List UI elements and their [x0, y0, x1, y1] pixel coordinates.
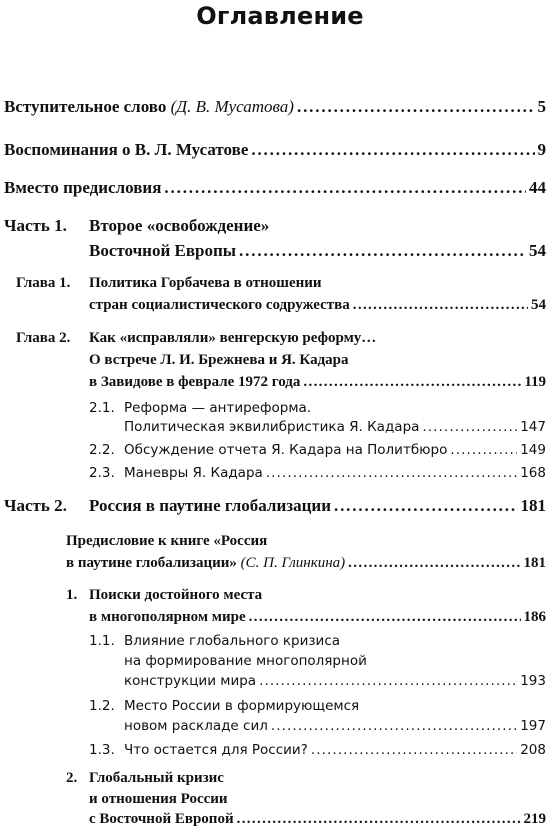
leader-dots [297, 97, 535, 117]
page-number: 149 [520, 442, 546, 458]
leader-dots [239, 241, 526, 261]
chapter-label: Глава 1. [16, 275, 71, 291]
leader-dots [353, 297, 528, 314]
toc-section-2-2[interactable] [89, 442, 546, 458]
leader-dots [266, 465, 517, 481]
section-title-line: Маневры Я. Кадара [124, 465, 263, 481]
part-label: Часть 1. [4, 216, 67, 235]
section-title-line: новом раскладе сил [124, 718, 268, 734]
leader-dots [251, 140, 534, 160]
part-title-line: Россия в паутине глобализации [89, 496, 331, 515]
page-number: 44 [529, 178, 546, 197]
part-title-line: Восточной Европы [89, 241, 237, 260]
leader-dots [303, 374, 521, 391]
section-label: 1.1. [89, 633, 115, 649]
preface-title-line: в паутине глобализации» [66, 555, 237, 571]
section-title-line: Политическая эквилибристика Я. Кадара [124, 419, 420, 435]
toc-section-2-3[interactable] [89, 465, 546, 481]
page-number: 181 [520, 496, 546, 515]
chapter-label: 1. [66, 587, 78, 603]
page-number: 5 [537, 97, 546, 116]
chapter-title-line: Как «исправляли» венгерскую реформу… [89, 330, 377, 346]
page-number: 193 [520, 673, 546, 689]
section-label: 1.3. [89, 742, 115, 758]
leader-dots [334, 496, 518, 516]
chapter-title-line: стран социалистического содружества [89, 297, 350, 313]
page-title: Оглавление [196, 2, 364, 30]
page-number: 9 [537, 140, 546, 159]
leader-dots [450, 442, 517, 458]
part-label: Часть 2. [4, 496, 67, 515]
page-number: 54 [529, 241, 546, 260]
toc-entry-introduction[interactable]: Вступительное слово (Д. В. Мусатова) . . . 5 [4, 97, 546, 117]
chapter-title-line: с Восточной Европой [89, 811, 234, 827]
chapter-title-line: в многополярном мире [89, 609, 246, 625]
section-title-line: на формирование многополярной [124, 653, 367, 669]
section-label: 2.1. [89, 400, 115, 416]
page-number: 54 [531, 297, 546, 313]
leader-dots [259, 673, 517, 689]
chapter-title-line: и отношения России [89, 791, 228, 807]
leader-dots [164, 178, 526, 198]
leader-dots [311, 742, 517, 758]
leader-dots [271, 718, 517, 734]
toc-entry-instead-of-preface[interactable]: Вместо предисловия . . . 44 [4, 178, 546, 198]
section-title-line: Что остается для России? [124, 742, 308, 758]
leader-dots [237, 811, 521, 828]
chapter-title-line: Глобальный кризис [89, 770, 224, 786]
section-title-line: Реформа — антиреформа. [124, 400, 312, 416]
page-number: 219 [523, 811, 546, 827]
chapter-label: 2. [66, 770, 78, 786]
section-label: 2.3. [89, 465, 115, 481]
toc-part-2[interactable] [4, 496, 546, 516]
page-number: 181 [523, 555, 546, 571]
page-number: 119 [524, 374, 546, 390]
toc-section-1-3[interactable] [89, 742, 546, 758]
section-label: 1.2. [89, 698, 115, 714]
chapter-title-line: Политика Горбачева в отношении [89, 275, 322, 291]
chapter-title-line: Поиски достойного места [89, 587, 263, 603]
section-title-line: Обсуждение отчета Я. Кадара на Политбюро [124, 442, 448, 458]
leader-dots [422, 419, 517, 435]
leader-dots [249, 609, 521, 626]
page-number: 186 [523, 609, 546, 625]
preface-title-line: Предисловие к книге «Россия [66, 533, 268, 549]
chapter-title-line: в Завидове в феврале 1972 года [89, 374, 301, 390]
chapter-label: Глава 2. [16, 330, 71, 346]
page-number: 208 [520, 742, 546, 758]
page-number: 147 [520, 419, 546, 435]
page-number: 197 [520, 718, 546, 734]
toc-entry-memoirs[interactable]: Воспоминания о В. Л. Мусатове . . . 9 [4, 140, 546, 160]
section-title-line: конструкции мира [124, 673, 257, 689]
section-title-line: Место России в формирующемся [124, 698, 360, 714]
part-title-line: Второе «освобождение» [89, 216, 270, 235]
chapter-title-line: О встрече Л. И. Брежнева и Я. Кадара [89, 352, 349, 368]
page-number: 168 [520, 465, 546, 481]
section-title-line: Влияние глобального кризиса [124, 633, 341, 649]
section-label: 2.2. [89, 442, 115, 458]
preface-author: (С. П. Глинкина) [240, 555, 346, 571]
leader-dots [348, 555, 520, 572]
